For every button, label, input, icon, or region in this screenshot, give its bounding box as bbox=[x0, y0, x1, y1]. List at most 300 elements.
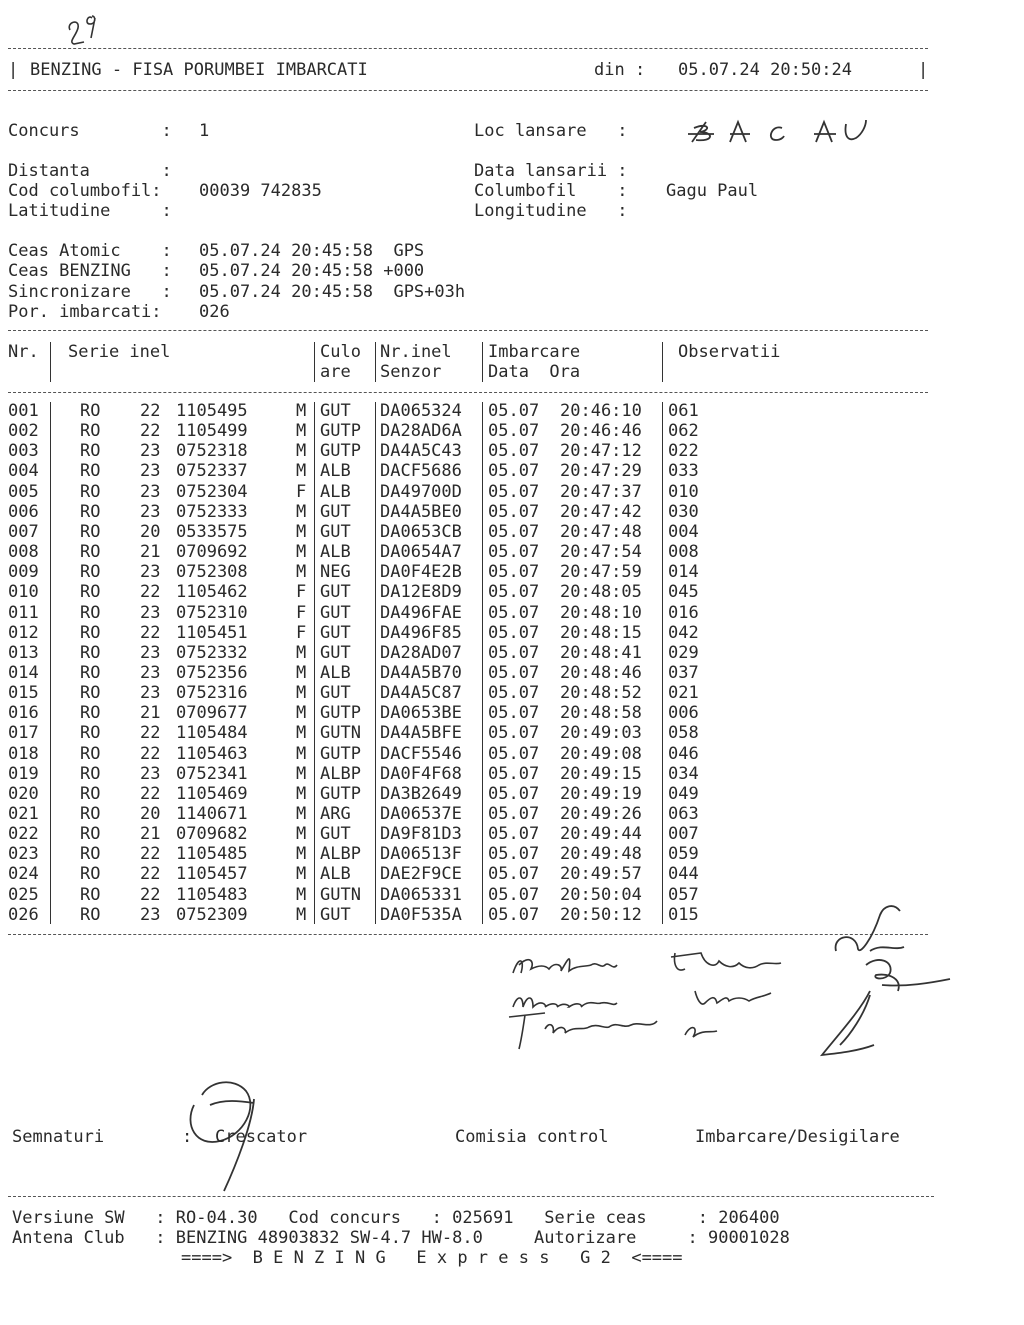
row-date: 05.07 bbox=[488, 662, 540, 683]
concurs-label: Concurs : bbox=[8, 121, 172, 141]
row-year: 23 bbox=[140, 441, 161, 462]
row-year: 22 bbox=[140, 884, 161, 905]
row-date: 05.07 bbox=[488, 683, 540, 704]
col-header-senzor: Senzor bbox=[380, 362, 442, 382]
row-time: 20:50:12 bbox=[560, 904, 642, 925]
row-time: 20:49:44 bbox=[560, 824, 642, 845]
row-observation: 010 bbox=[668, 481, 699, 502]
row-country: RO bbox=[80, 662, 101, 683]
footer-antenna-line: Antena Club : BENZING 48903832 SW-4.7 HW-8.0 Autorizare : 90001028 bbox=[12, 1228, 790, 1248]
row-ring-number: 0752309 bbox=[176, 904, 248, 925]
row-ring-number: 1105499 bbox=[176, 421, 248, 442]
row-ring-number: 1105495 bbox=[176, 401, 248, 421]
row-ring-number: 0709677 bbox=[176, 703, 248, 724]
columbofil-label: Columbofil : bbox=[474, 181, 628, 201]
row-nr: 003 bbox=[8, 441, 39, 462]
row-country: RO bbox=[80, 884, 101, 905]
row-year: 23 bbox=[140, 904, 161, 925]
row-date: 05.07 bbox=[488, 521, 540, 542]
table-row bbox=[0, 582, 720, 602]
row-year: 22 bbox=[140, 844, 161, 865]
row-observation: 007 bbox=[668, 824, 699, 845]
row-sensor: DA28AD07 bbox=[380, 642, 462, 663]
row-observation: 022 bbox=[668, 441, 699, 462]
row-date: 05.07 bbox=[488, 763, 540, 784]
row-time: 20:47:48 bbox=[560, 521, 642, 542]
footer-version-line: Versiune SW : RO-04.30 Cod concurs : 025691 Serie ceas : 206400 bbox=[12, 1208, 780, 1228]
por-imbarcati-value: 026 bbox=[199, 302, 230, 322]
row-sensor: DACF5686 bbox=[380, 461, 462, 482]
row-color: GUTP bbox=[320, 421, 361, 442]
row-ring-number: 1105483 bbox=[176, 884, 248, 905]
row-date: 05.07 bbox=[488, 642, 540, 663]
row-year: 21 bbox=[140, 824, 161, 845]
row-year: 21 bbox=[140, 703, 161, 724]
table-row bbox=[0, 542, 720, 562]
row-observation: 006 bbox=[668, 703, 699, 724]
row-ring-number: 0533575 bbox=[176, 521, 248, 542]
row-country: RO bbox=[80, 904, 101, 925]
row-nr: 018 bbox=[8, 743, 39, 764]
row-nr: 016 bbox=[8, 703, 39, 724]
ceas-benzing-label: Ceas BENZING : bbox=[8, 261, 172, 281]
row-nr: 002 bbox=[8, 421, 39, 442]
row-color: GUTP bbox=[320, 783, 361, 804]
row-color: GUTP bbox=[320, 703, 361, 724]
row-date: 05.07 bbox=[488, 481, 540, 502]
row-year: 22 bbox=[140, 622, 161, 643]
row-ring-number: 0752341 bbox=[176, 763, 248, 784]
row-time: 20:48:58 bbox=[560, 703, 642, 724]
header-bottom-rule bbox=[8, 90, 928, 91]
row-time: 20:48:10 bbox=[560, 602, 642, 623]
row-year: 22 bbox=[140, 783, 161, 804]
row-ring-number: 0709692 bbox=[176, 542, 248, 563]
row-observation: 062 bbox=[668, 421, 699, 442]
row-nr: 010 bbox=[8, 582, 39, 603]
row-time: 20:46:10 bbox=[560, 401, 642, 421]
row-sex: M bbox=[296, 783, 307, 804]
row-color: ALB bbox=[320, 461, 351, 482]
table-row bbox=[0, 401, 720, 421]
distanta-label: Distanta : bbox=[8, 161, 172, 181]
row-observation: 014 bbox=[668, 562, 699, 583]
row-color: NEG bbox=[320, 562, 351, 583]
row-country: RO bbox=[80, 481, 101, 502]
row-year: 21 bbox=[140, 542, 161, 563]
row-year: 23 bbox=[140, 642, 161, 663]
row-ring-number: 0752337 bbox=[176, 461, 248, 482]
table-row bbox=[0, 864, 720, 884]
row-sex: F bbox=[296, 622, 307, 643]
row-year: 23 bbox=[140, 683, 161, 704]
row-sex: M bbox=[296, 904, 307, 925]
row-year: 22 bbox=[140, 743, 161, 764]
row-sex: M bbox=[296, 461, 307, 482]
row-observation: 034 bbox=[668, 763, 699, 784]
row-ring-number: 1105463 bbox=[176, 743, 248, 764]
row-sensor: DACF5546 bbox=[380, 743, 462, 764]
row-divider bbox=[50, 402, 51, 924]
row-color: ALB bbox=[320, 542, 351, 563]
data-lansarii-label: Data lansarii : bbox=[474, 161, 628, 181]
sincronizare-value: 05.07.24 20:45:58 GPS+03h bbox=[199, 282, 466, 302]
col-header-culoare: Culo bbox=[320, 342, 361, 362]
imbarcare-desigilare-label: Imbarcare/Desigilare bbox=[695, 1127, 900, 1147]
row-sensor: DA06513F bbox=[380, 844, 462, 865]
row-time: 20:49:08 bbox=[560, 743, 642, 764]
row-sex: F bbox=[296, 582, 307, 603]
concurs-value: 1 bbox=[199, 121, 210, 141]
handwritten-commission-names bbox=[505, 925, 805, 1060]
row-color: GUT bbox=[320, 401, 351, 421]
row-date: 05.07 bbox=[488, 582, 540, 603]
row-color: ALBP bbox=[320, 844, 361, 865]
row-sensor: DA3B2649 bbox=[380, 783, 462, 804]
row-date: 05.07 bbox=[488, 804, 540, 824]
col-header-imbarcare: Imbarcare bbox=[488, 342, 581, 362]
row-sex: M bbox=[296, 763, 307, 784]
row-year: 23 bbox=[140, 763, 161, 784]
row-divider bbox=[482, 402, 483, 924]
row-time: 20:47:59 bbox=[560, 562, 642, 583]
document-title: BENZING - FISA PORUMBEI IMBARCATI bbox=[30, 60, 368, 80]
row-color: GUT bbox=[320, 622, 351, 643]
row-ring-number: 0752316 bbox=[176, 683, 248, 704]
row-country: RO bbox=[80, 622, 101, 643]
row-ring-number: 0709682 bbox=[176, 824, 248, 845]
row-nr: 012 bbox=[8, 622, 39, 643]
row-observation: 016 bbox=[668, 602, 699, 623]
row-country: RO bbox=[80, 683, 101, 704]
row-year: 22 bbox=[140, 421, 161, 442]
table-row bbox=[0, 562, 720, 582]
row-date: 05.07 bbox=[488, 703, 540, 724]
table-row bbox=[0, 461, 720, 481]
comisia-control-label: Comisia control bbox=[455, 1127, 609, 1147]
row-year: 22 bbox=[140, 401, 161, 421]
row-ring-number: 1105457 bbox=[176, 864, 248, 885]
row-nr: 017 bbox=[8, 723, 39, 744]
row-date: 05.07 bbox=[488, 501, 540, 522]
row-color: ALB bbox=[320, 662, 351, 683]
row-nr: 019 bbox=[8, 763, 39, 784]
row-sensor: DA496FAE bbox=[380, 602, 462, 623]
row-color: GUTP bbox=[320, 743, 361, 764]
row-nr: 007 bbox=[8, 521, 39, 542]
table-row bbox=[0, 703, 720, 723]
row-sensor: DA4A5C87 bbox=[380, 683, 462, 704]
table-row bbox=[0, 824, 720, 844]
row-sensor: DA4A5BFE bbox=[380, 723, 462, 744]
table-top-rule bbox=[8, 330, 928, 331]
row-country: RO bbox=[80, 723, 101, 744]
row-color: GUT bbox=[320, 683, 351, 704]
row-date: 05.07 bbox=[488, 824, 540, 845]
row-observation: 044 bbox=[668, 864, 699, 885]
row-country: RO bbox=[80, 703, 101, 724]
header-divider bbox=[314, 342, 315, 382]
sincronizare-label: Sincronizare : bbox=[8, 282, 172, 302]
row-sensor: DA0F4F68 bbox=[380, 763, 462, 784]
row-sex: F bbox=[296, 602, 307, 623]
row-date: 05.07 bbox=[488, 864, 540, 885]
row-time: 20:47:37 bbox=[560, 481, 642, 502]
row-date: 05.07 bbox=[488, 622, 540, 643]
col-header-observatii: Observatii bbox=[678, 342, 781, 362]
row-country: RO bbox=[80, 542, 101, 563]
ceas-benzing-value: 05.07.24 20:45:58 +000 bbox=[199, 261, 425, 281]
row-color: ALB bbox=[320, 864, 351, 885]
row-date: 05.07 bbox=[488, 602, 540, 623]
row-country: RO bbox=[80, 824, 101, 845]
col-header-serie: Serie inel bbox=[68, 342, 171, 362]
row-sensor: DA0653CB bbox=[380, 521, 462, 542]
table-row bbox=[0, 421, 720, 441]
row-country: RO bbox=[80, 562, 101, 583]
row-sex: F bbox=[296, 481, 307, 502]
row-sensor: DA49700D bbox=[380, 481, 462, 502]
row-observation: 057 bbox=[668, 884, 699, 905]
table-row bbox=[0, 744, 720, 764]
longitudine-label: Longitudine : bbox=[474, 201, 628, 221]
row-time: 20:47:54 bbox=[560, 542, 642, 563]
row-color: ARG bbox=[320, 804, 351, 824]
row-sensor: DA0F535A bbox=[380, 904, 462, 925]
row-nr: 013 bbox=[8, 642, 39, 663]
row-divider bbox=[662, 402, 663, 924]
row-sex: M bbox=[296, 864, 307, 885]
row-divider bbox=[375, 402, 376, 924]
row-sensor: DA12E8D9 bbox=[380, 582, 462, 603]
cod-columbofil-label: Cod columbofil: bbox=[8, 181, 162, 201]
table-row bbox=[0, 482, 720, 502]
table-row bbox=[0, 905, 720, 925]
table-header-rule bbox=[8, 392, 928, 393]
row-ring-number: 0752304 bbox=[176, 481, 248, 502]
row-sensor: DA06537E bbox=[380, 804, 462, 824]
row-nr: 008 bbox=[8, 542, 39, 563]
row-sex: M bbox=[296, 441, 307, 462]
row-date: 05.07 bbox=[488, 743, 540, 764]
header-divider bbox=[482, 342, 483, 382]
row-nr: 023 bbox=[8, 844, 39, 865]
row-date: 05.07 bbox=[488, 723, 540, 744]
table-row bbox=[0, 663, 720, 683]
row-color: GUT bbox=[320, 824, 351, 845]
row-ring-number: 0752356 bbox=[176, 662, 248, 683]
row-nr: 014 bbox=[8, 662, 39, 683]
row-time: 20:47:12 bbox=[560, 441, 642, 462]
semnaturi-colon: : bbox=[182, 1127, 193, 1147]
row-ring-number: 1105484 bbox=[176, 723, 248, 744]
footer-brand-line: ====> B E N Z I N G E x p r e s s G 2 <==== bbox=[181, 1248, 683, 1268]
row-color: GUT bbox=[320, 521, 351, 542]
table-row bbox=[0, 764, 720, 784]
row-observation: 063 bbox=[668, 804, 699, 824]
row-country: RO bbox=[80, 844, 101, 865]
row-observation: 008 bbox=[668, 542, 699, 563]
row-time: 20:50:04 bbox=[560, 884, 642, 905]
row-country: RO bbox=[80, 421, 101, 442]
row-year: 22 bbox=[140, 582, 161, 603]
row-color: GUTP bbox=[320, 441, 361, 462]
row-sex: M bbox=[296, 542, 307, 563]
row-sex: M bbox=[296, 804, 307, 824]
row-nr: 024 bbox=[8, 864, 39, 885]
row-color: GUT bbox=[320, 501, 351, 522]
header-left-bar: | bbox=[8, 60, 19, 80]
row-sensor: DA28AD6A bbox=[380, 421, 462, 442]
row-sex: M bbox=[296, 401, 307, 421]
row-time: 20:47:29 bbox=[560, 461, 642, 482]
row-ring-number: 0752332 bbox=[176, 642, 248, 663]
row-year: 23 bbox=[140, 602, 161, 623]
row-sex: M bbox=[296, 421, 307, 442]
table-row bbox=[0, 804, 720, 824]
row-divider bbox=[314, 402, 315, 924]
row-time: 20:49:15 bbox=[560, 763, 642, 784]
footer-top-rule bbox=[8, 1196, 934, 1197]
row-time: 20:48:46 bbox=[560, 662, 642, 683]
row-sex: M bbox=[296, 844, 307, 865]
row-date: 05.07 bbox=[488, 542, 540, 563]
row-ring-number: 1105469 bbox=[176, 783, 248, 804]
columbofil-value: Gagu Paul bbox=[666, 181, 759, 201]
table-row bbox=[0, 885, 720, 905]
row-nr: 005 bbox=[8, 481, 39, 502]
row-nr: 022 bbox=[8, 824, 39, 845]
row-observation: 058 bbox=[668, 723, 699, 744]
row-nr: 026 bbox=[8, 904, 39, 925]
row-observation: 004 bbox=[668, 521, 699, 542]
row-observation: 049 bbox=[668, 783, 699, 804]
col-header-nr-inel: Nr.inel bbox=[380, 342, 452, 362]
row-sensor: DAE2F9CE bbox=[380, 864, 462, 885]
row-country: RO bbox=[80, 582, 101, 603]
table-row bbox=[0, 522, 720, 542]
table-row bbox=[0, 643, 720, 663]
row-color: GUT bbox=[320, 602, 351, 623]
table-row bbox=[0, 723, 720, 743]
header-divider bbox=[375, 342, 376, 382]
handwritten-loc-lansare bbox=[686, 114, 886, 150]
row-nr: 020 bbox=[8, 783, 39, 804]
row-ring-number: 0752310 bbox=[176, 602, 248, 623]
row-sensor: DA0654A7 bbox=[380, 542, 462, 563]
row-sensor: DA065324 bbox=[380, 401, 462, 421]
row-country: RO bbox=[80, 401, 101, 421]
row-sex: M bbox=[296, 521, 307, 542]
row-observation: 033 bbox=[668, 461, 699, 482]
row-color: GUT bbox=[320, 642, 351, 663]
row-country: RO bbox=[80, 602, 101, 623]
row-year: 23 bbox=[140, 662, 161, 683]
handwritten-right-signatures bbox=[810, 895, 970, 1065]
ceas-atomic-label: Ceas Atomic : bbox=[8, 241, 172, 261]
header-datetime: 05.07.24 20:50:24 bbox=[678, 60, 852, 80]
row-date: 05.07 bbox=[488, 461, 540, 482]
row-country: RO bbox=[80, 783, 101, 804]
row-country: RO bbox=[80, 743, 101, 764]
row-sensor: DA0653BE bbox=[380, 703, 462, 724]
row-ring-number: 0752318 bbox=[176, 441, 248, 462]
row-year: 20 bbox=[140, 804, 161, 824]
row-observation: 046 bbox=[668, 743, 699, 764]
row-nr: 021 bbox=[8, 804, 39, 824]
row-country: RO bbox=[80, 501, 101, 522]
col-header-data-ora: Data Ora bbox=[488, 362, 581, 382]
row-observation: 021 bbox=[668, 683, 699, 704]
row-ring-number: 1105451 bbox=[176, 622, 248, 643]
row-time: 20:48:15 bbox=[560, 622, 642, 643]
table-row bbox=[0, 502, 720, 522]
table-row bbox=[0, 603, 720, 623]
row-date: 05.07 bbox=[488, 904, 540, 925]
ceas-atomic-value: 05.07.24 20:45:58 GPS bbox=[199, 241, 425, 261]
por-imbarcati-label: Por. imbarcati: bbox=[8, 302, 162, 322]
row-observation: 030 bbox=[668, 501, 699, 522]
row-year: 23 bbox=[140, 481, 161, 502]
row-date: 05.07 bbox=[488, 441, 540, 462]
row-country: RO bbox=[80, 461, 101, 482]
row-color: GUT bbox=[320, 904, 351, 925]
table-row bbox=[0, 784, 720, 804]
row-ring-number: 1140671 bbox=[176, 804, 248, 824]
row-nr: 006 bbox=[8, 501, 39, 522]
header-divider bbox=[50, 342, 51, 382]
loc-lansare-label: Loc lansare : bbox=[474, 121, 628, 141]
row-sensor: DA4A5B70 bbox=[380, 662, 462, 683]
row-time: 20:48:05 bbox=[560, 582, 642, 603]
row-country: RO bbox=[80, 864, 101, 885]
row-year: 20 bbox=[140, 521, 161, 542]
table-row bbox=[0, 683, 720, 703]
row-observation: 059 bbox=[668, 844, 699, 865]
row-time: 20:49:48 bbox=[560, 844, 642, 865]
row-time: 20:49:26 bbox=[560, 804, 642, 824]
row-sex: M bbox=[296, 683, 307, 704]
row-ring-number: 1105462 bbox=[176, 582, 248, 603]
row-time: 20:46:46 bbox=[560, 421, 642, 442]
row-time: 20:48:52 bbox=[560, 683, 642, 704]
row-time: 20:49:19 bbox=[560, 783, 642, 804]
row-time: 20:49:57 bbox=[560, 864, 642, 885]
row-year: 23 bbox=[140, 501, 161, 522]
row-sex: M bbox=[296, 662, 307, 683]
row-color: GUTN bbox=[320, 884, 361, 905]
row-nr: 004 bbox=[8, 461, 39, 482]
row-observation: 042 bbox=[668, 622, 699, 643]
row-sex: M bbox=[296, 703, 307, 724]
row-sex: M bbox=[296, 824, 307, 845]
table-row bbox=[0, 441, 720, 461]
row-nr: 025 bbox=[8, 884, 39, 905]
row-country: RO bbox=[80, 642, 101, 663]
latitudine-label: Latitudine : bbox=[8, 201, 172, 221]
row-ring-number: 1105485 bbox=[176, 844, 248, 865]
row-year: 22 bbox=[140, 864, 161, 885]
row-sensor: DA065331 bbox=[380, 884, 462, 905]
row-date: 05.07 bbox=[488, 884, 540, 905]
row-date: 05.07 bbox=[488, 421, 540, 442]
row-date: 05.07 bbox=[488, 844, 540, 865]
row-sex: M bbox=[296, 743, 307, 764]
row-nr: 001 bbox=[8, 401, 39, 421]
row-color: ALB bbox=[320, 481, 351, 502]
row-color: GUT bbox=[320, 582, 351, 603]
row-country: RO bbox=[80, 763, 101, 784]
